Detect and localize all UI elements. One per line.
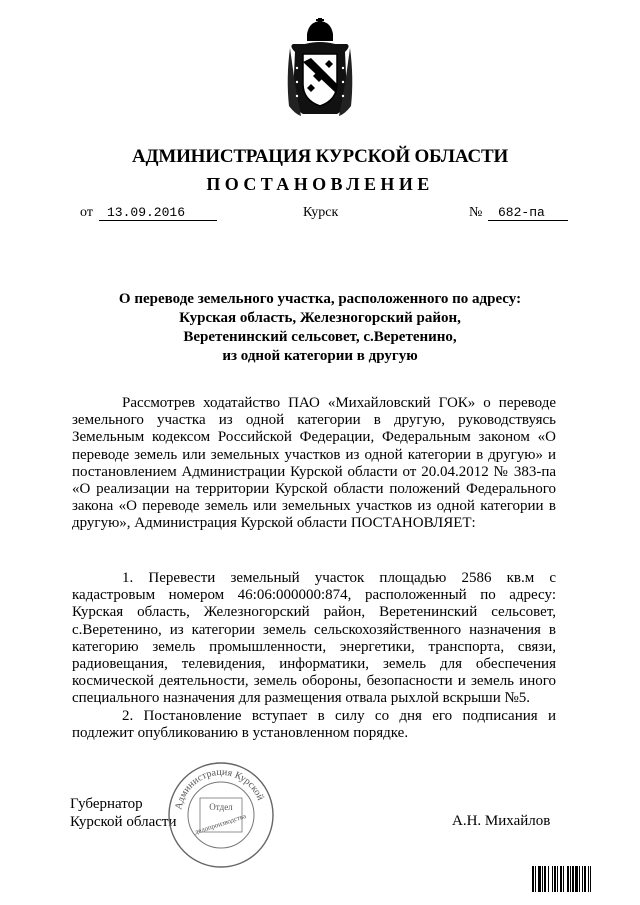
document-city: Курск [303,205,339,220]
document-date: 13.09.2016 [99,205,217,221]
subject-line: Курская область, Железногорский район, [179,310,461,326]
subject-line: Веретенинский сельсовет, с.Веретенино, [183,329,457,345]
barcode [532,866,622,892]
number-prefix: № [469,205,483,220]
signer-title-line: Губернатор [70,796,143,812]
signer-title-line: Курской области [70,814,177,830]
resolution-item-2: 2. Постановление вступает в силу со дня его подписания и подлежит опубликованию в установленном порядке. [72,707,556,741]
official-stamp [166,760,276,870]
stamp-ring-text: Администрация Курской [173,766,266,811]
document-type-heading: ПОСТАНОВЛЕНИЕ [206,174,434,194]
date-prefix: от [80,205,93,220]
resolution-item-1: 1. Перевести земельный участок площадью 2586 кв.м с кадастровым номером 46:06:000000:874, расположенный по адресу: Курская область, Железногорский район, Веретенинский сельсовет, с.Веретенино, из категории земель сельскохозяйственного назначения в категорию земель промышленности, энергетики, транспорта, связи, радиовещания, телевидения, информатики, земель для обеспечения космической деятельности, земель обороны, безопасности и земель иного специального назначения для размещения отвала рыхлой вскрыши №5. [72,570,556,707]
subject-line: О переводе земельного участка, расположенного по адресу: [118,291,522,307]
subject-line: из одной категории в другую [222,348,418,364]
document-number: 682-па [488,205,568,221]
signer-title [70,795,176,831]
preamble-section [72,395,556,533]
stamp-inner-line: делопроизводства [193,812,248,837]
organization-title: АДМИНИСТРАЦИЯ КУРСКОЙ ОБЛАСТИ [131,146,509,167]
resolution-items [72,570,556,742]
coat-of-arms-emblem [285,18,355,122]
preamble-paragraph: Рассмотрев ходатайство ПАО «Михайловский ГОК» о переводе земельного участка из одной категории в другую, руководствуясь Земельным кодексом Российской Федерации, Федеральным законом «О переводе земель или земельных участков из одной категории в другую» и постановлением Администрации Курской области от 20.04.2012 № 383-па «О реализации на территории Курской области положений Федерального закона «О переводе земель или земельных участков из одной категории в другую», Администрация Курской области ПОСТАНОВЛЯЕТ: [72,395,556,532]
signer-name: А.Н. Михайлов [452,813,551,829]
document-subject [0,290,640,366]
stamp-inner-line: Отдел [209,802,233,812]
